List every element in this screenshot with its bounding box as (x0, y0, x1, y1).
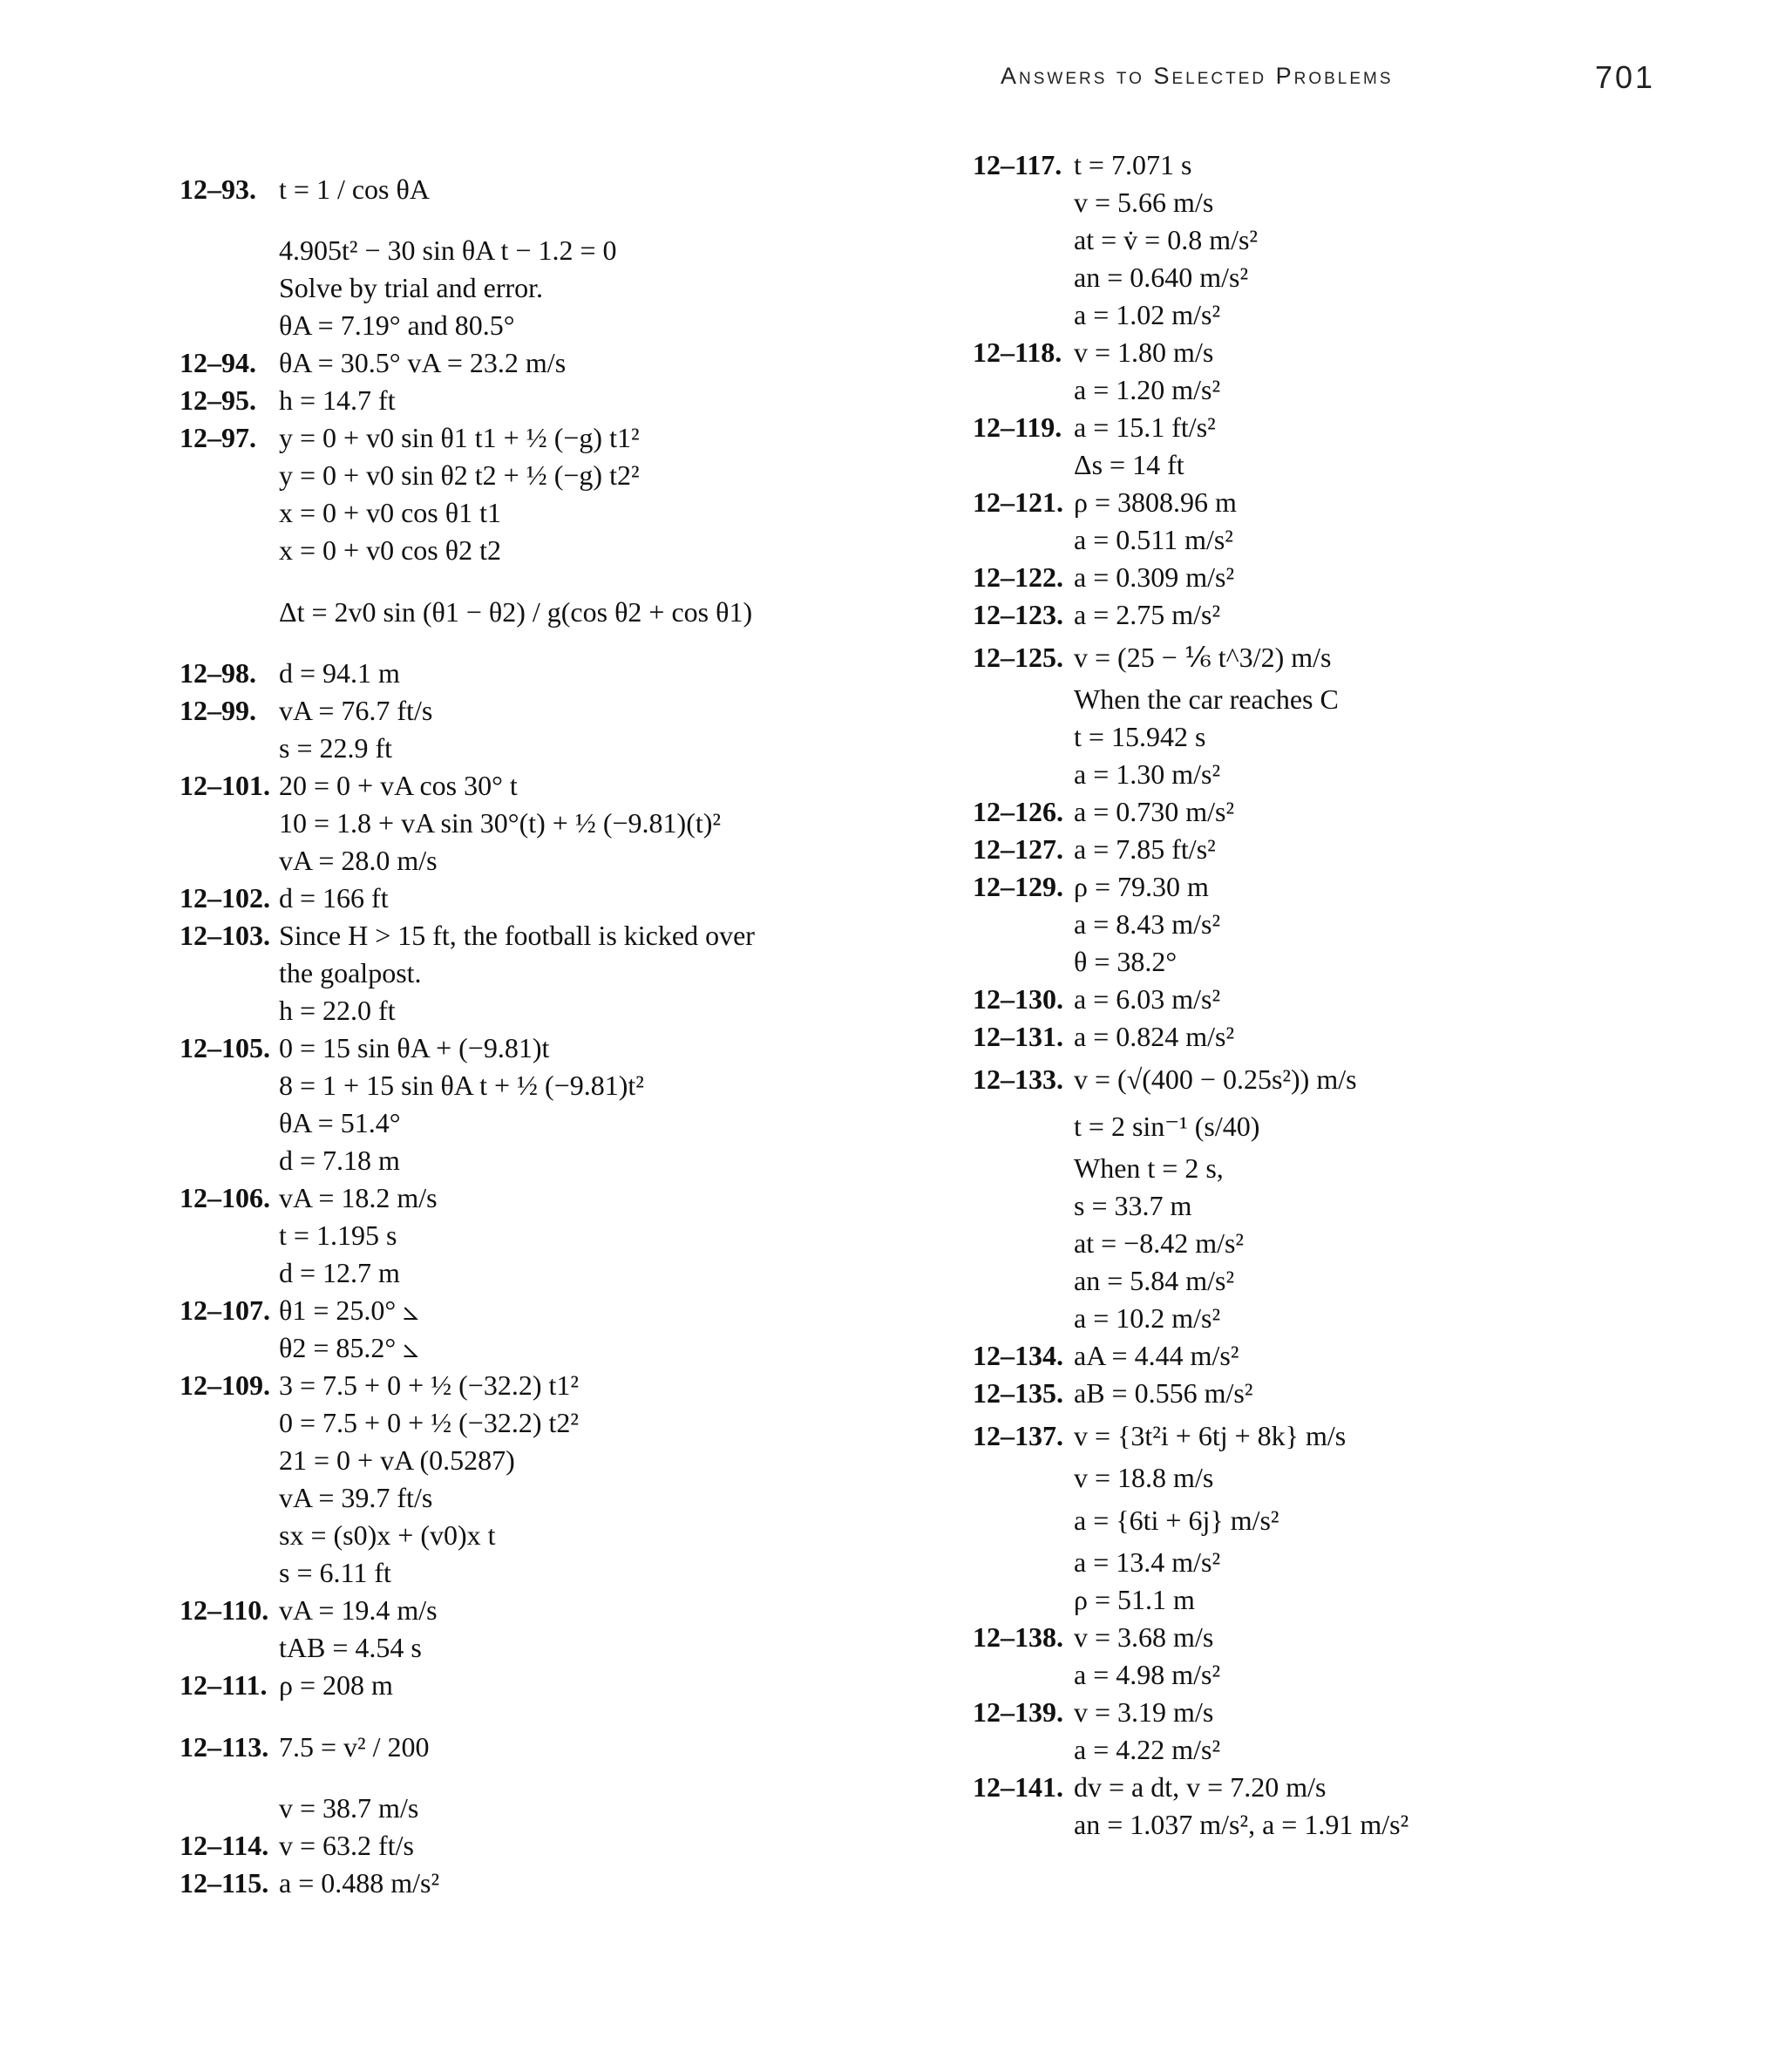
answer-line: v = {3t²i + 6tj + 8k} m/s (1074, 1420, 1347, 1451)
answer-line: h = 22.0 ft (279, 995, 396, 1026)
problem-number: 12–129. (973, 871, 1063, 902)
answer-line: an = 5.84 m/s² (1074, 1265, 1235, 1296)
problem-number: 12–101. (180, 770, 270, 801)
answer-line: d = 12.7 m (279, 1257, 400, 1288)
problem-number: 12–115. (180, 1867, 269, 1899)
answer-line: a = 4.22 m/s² (1074, 1734, 1221, 1765)
answer-line: t = 2 sin⁻¹ (s/40) (1074, 1111, 1260, 1142)
answer-entry (180, 382, 877, 419)
answer-line: the goalpost. (279, 957, 422, 988)
problem-number: 12–127. (973, 833, 1063, 865)
answer-line: an = 0.640 m/s² (1074, 262, 1249, 293)
answer-entry (973, 981, 1740, 1018)
answer-entry (973, 1412, 1740, 1619)
right-column (973, 146, 1740, 1844)
problem-number: 12–130. (973, 983, 1063, 1015)
answer-entry (180, 1179, 877, 1292)
answer-line: v = 3.68 m/s (1074, 1621, 1214, 1653)
answer-line: Δt = 2v0 sin (θ1 − θ2) / g(cos θ2 + cos θ1) (279, 596, 753, 628)
problem-number: 12–102. (180, 882, 270, 914)
answer-entry (973, 868, 1740, 981)
answer-entry (973, 1694, 1740, 1769)
answer-line: v = 5.66 m/s (1074, 187, 1214, 218)
answer-line: t = 1.195 s (279, 1219, 397, 1251)
answer-line: 8 = 1 + 15 sin θA t + ½ (−9.81)t² (279, 1070, 644, 1101)
problem-number: 12–125. (973, 642, 1063, 673)
answer-line: vA = 18.2 m/s (279, 1182, 438, 1213)
answer-entry (180, 1367, 877, 1592)
answer-entry (180, 880, 877, 917)
answer-line: θ2 = 85.2° ⦣ (279, 1332, 419, 1363)
answer-entry (180, 767, 877, 880)
problem-number: 12–117. (973, 149, 1062, 180)
answer-line: a = 0.488 m/s² (279, 1867, 440, 1899)
answer-line: θ1 = 25.0° ⦣ (279, 1294, 419, 1326)
page-number: 701 (1595, 59, 1656, 95)
answer-entry (973, 334, 1740, 409)
answer-line: an = 1.037 m/s², a = 1.91 m/s² (1074, 1809, 1409, 1840)
answer-line: ρ = 79.30 m (1074, 871, 1209, 902)
answer-line: at = −8.42 m/s² (1074, 1227, 1245, 1259)
answer-entry (973, 146, 1740, 334)
answer-entry (180, 1292, 877, 1367)
answer-line: a = 13.4 m/s² (1074, 1546, 1221, 1578)
answer-line: s = 6.11 ft (279, 1557, 391, 1588)
answer-line: aB = 0.556 m/s² (1074, 1377, 1253, 1409)
answer-line: Solve by trial and error. (279, 272, 544, 303)
answer-line: at = v̇ = 0.8 m/s² (1074, 224, 1259, 255)
answer-line: Δs = 14 ft (1074, 449, 1184, 480)
answer-entry (180, 1592, 877, 1667)
answer-line: t = 15.942 s (1074, 721, 1206, 752)
answer-line: d = 7.18 m (279, 1145, 400, 1176)
answer-line: v = (25 − ⅙ t^3/2) m/s (1074, 642, 1332, 673)
answer-line: v = 63.2 ft/s (279, 1830, 414, 1861)
answer-entry (973, 634, 1740, 793)
answer-line: a = 1.30 m/s² (1074, 758, 1221, 790)
answer-line: 20 = 0 + vA cos 30° t (279, 770, 518, 801)
problem-number: 12–138. (973, 1621, 1063, 1653)
answer-line: v = (√(400 − 0.25s²)) m/s (1074, 1063, 1357, 1095)
answer-line: vA = 39.7 ft/s (279, 1482, 433, 1513)
answer-line: ρ = 51.1 m (1074, 1584, 1195, 1615)
problem-number: 12–97. (180, 422, 256, 453)
problem-number: 12–107. (180, 1294, 270, 1326)
answer-line: 10 = 1.8 + vA sin 30°(t) + ½ (−9.81)(t)² (279, 807, 721, 839)
answer-line: ρ = 208 m (279, 1669, 393, 1701)
answer-entry (973, 1619, 1740, 1694)
answer-entry (180, 146, 877, 344)
problem-number: 12–106. (180, 1182, 270, 1213)
answer-entry (180, 692, 877, 767)
answer-line: 4.905t² − 30 sin θA t − 1.2 = 0 (279, 234, 617, 266)
answer-line: 3 = 7.5 + 0 + ½ (−32.2) t1² (279, 1369, 579, 1401)
answer-entry (180, 655, 877, 692)
answer-line: a = 0.511 m/s² (1074, 524, 1233, 555)
problem-number: 12–121. (973, 486, 1063, 518)
answer-line: 0 = 15 sin θA + (−9.81)t (279, 1032, 550, 1063)
answer-line: y = 0 + v0 sin θ1 t1 + ½ (−g) t1² (279, 422, 640, 453)
answer-line: v = 38.7 m/s (279, 1792, 419, 1824)
problem-number: 12–94. (180, 347, 256, 378)
answer-line: a = 4.98 m/s² (1074, 1659, 1221, 1690)
answer-entry (973, 1375, 1740, 1412)
problem-number: 12–133. (973, 1063, 1063, 1095)
problem-number: 12–103. (180, 920, 270, 951)
answer-line: ρ = 3808.96 m (1074, 486, 1237, 518)
problem-number: 12–135. (973, 1377, 1063, 1409)
page-header (0, 59, 1785, 103)
left-column (180, 146, 877, 1902)
answer-line: a = 0.730 m/s² (1074, 796, 1235, 827)
answer-entry (973, 409, 1740, 484)
answer-line: sx = (s0)x + (v0)x t (279, 1519, 496, 1551)
answer-line: a = 6.03 m/s² (1074, 983, 1221, 1015)
problem-number: 12–110. (180, 1594, 269, 1626)
answer-line: a = 0.824 m/s² (1074, 1021, 1235, 1052)
answer-line: θA = 51.4° (279, 1107, 401, 1138)
problem-number: 12–139. (973, 1696, 1063, 1728)
answer-line: When t = 2 s, (1074, 1152, 1224, 1184)
answer-line: vA = 76.7 ft/s (279, 695, 433, 726)
answer-line: θA = 7.19° and 80.5° (279, 309, 515, 341)
answer-line: v = 1.80 m/s (1074, 336, 1214, 368)
answer-line: t = 7.071 s (1074, 149, 1192, 180)
answer-entry (180, 1667, 877, 1704)
answer-line: a = 0.309 m/s² (1074, 561, 1235, 593)
problem-number: 12–113. (180, 1731, 269, 1763)
problem-number: 12–114. (180, 1830, 269, 1861)
problem-number: 12–118. (973, 336, 1062, 368)
problem-number: 12–131. (973, 1021, 1063, 1052)
answer-entry (973, 1056, 1740, 1337)
answer-entry (973, 831, 1740, 868)
answer-line: a = {6ti + 6j} m/s² (1074, 1505, 1279, 1536)
answer-line: s = 33.7 m (1074, 1190, 1192, 1221)
answer-entry (180, 1865, 877, 1902)
answer-line: v = 18.8 m/s (1074, 1462, 1214, 1493)
answer-line: h = 14.7 ft (279, 384, 396, 416)
answer-entry (180, 344, 877, 382)
answer-entry (973, 1018, 1740, 1056)
problem-number: 12–95. (180, 384, 256, 416)
answer-line: v = 3.19 m/s (1074, 1696, 1214, 1728)
answer-line: 0 = 7.5 + 0 + ½ (−32.2) t2² (279, 1407, 579, 1438)
answer-line: x = 0 + v0 cos θ2 t2 (279, 534, 501, 566)
answer-line: When the car reaches C (1074, 683, 1339, 715)
problem-number: 12–134. (973, 1340, 1063, 1371)
answer-line: a = 2.75 m/s² (1074, 599, 1221, 630)
answer-line: θA = 30.5° vA = 23.2 m/s (279, 347, 567, 378)
problem-number: 12–98. (180, 657, 256, 689)
problem-number: 12–109. (180, 1369, 270, 1401)
running-title: Answers to Selected Problems (1001, 63, 1394, 89)
answer-line: a = 1.02 m/s² (1074, 299, 1221, 330)
problem-number: 12–93. (180, 173, 256, 205)
answer-line: dv = a dt, v = 7.20 m/s (1074, 1771, 1327, 1803)
answer-entry (180, 1827, 877, 1865)
problem-number: 12–119. (973, 411, 1062, 443)
answer-line: 21 = 0 + vA (0.5287) (279, 1444, 515, 1476)
answer-line: d = 94.1 m (279, 657, 400, 689)
answer-entry (973, 484, 1740, 559)
answer-entry (180, 419, 877, 655)
answer-entry (973, 596, 1740, 634)
problem-number: 12–126. (973, 796, 1063, 827)
answer-entry (973, 559, 1740, 596)
answer-line: θ = 38.2° (1074, 946, 1178, 977)
problem-number: 12–111. (180, 1669, 268, 1701)
answer-entry (973, 1337, 1740, 1375)
answer-entry (973, 793, 1740, 831)
answer-line: a = 10.2 m/s² (1074, 1302, 1221, 1334)
problem-number: 12–99. (180, 695, 256, 726)
problem-number: 12–123. (973, 599, 1063, 630)
answer-line: s = 22.9 ft (279, 732, 393, 764)
answer-entry (180, 917, 877, 1029)
answer-line: vA = 19.4 m/s (279, 1594, 438, 1626)
answer-line: a = 15.1 ft/s² (1074, 411, 1216, 443)
answer-line: y = 0 + v0 sin θ2 t2 + ½ (−g) t2² (279, 459, 640, 491)
answer-line: Since H > 15 ft, the football is kicked over (279, 920, 755, 951)
answer-line: x = 0 + v0 cos θ1 t1 (279, 497, 501, 528)
answer-line: a = 7.85 ft/s² (1074, 833, 1216, 865)
answer-line: tAB = 4.54 s (279, 1632, 422, 1663)
problem-number: 12–105. (180, 1032, 270, 1063)
answer-line: d = 166 ft (279, 882, 389, 914)
answer-line: a = 8.43 m/s² (1074, 908, 1221, 940)
answer-entry (973, 1769, 1740, 1844)
answer-line: t = 1 / cos θA (279, 173, 430, 205)
problem-number: 12–137. (973, 1420, 1063, 1451)
answer-line: vA = 28.0 m/s (279, 845, 438, 876)
answer-line: aA = 4.44 m/s² (1074, 1340, 1239, 1371)
answer-entry (180, 1704, 877, 1827)
problem-number: 12–122. (973, 561, 1063, 593)
answer-line: 7.5 = v² / 200 (279, 1731, 430, 1763)
answer-line: a = 1.20 m/s² (1074, 374, 1221, 405)
problem-number: 12–141. (973, 1771, 1063, 1803)
answer-entry (180, 1029, 877, 1179)
